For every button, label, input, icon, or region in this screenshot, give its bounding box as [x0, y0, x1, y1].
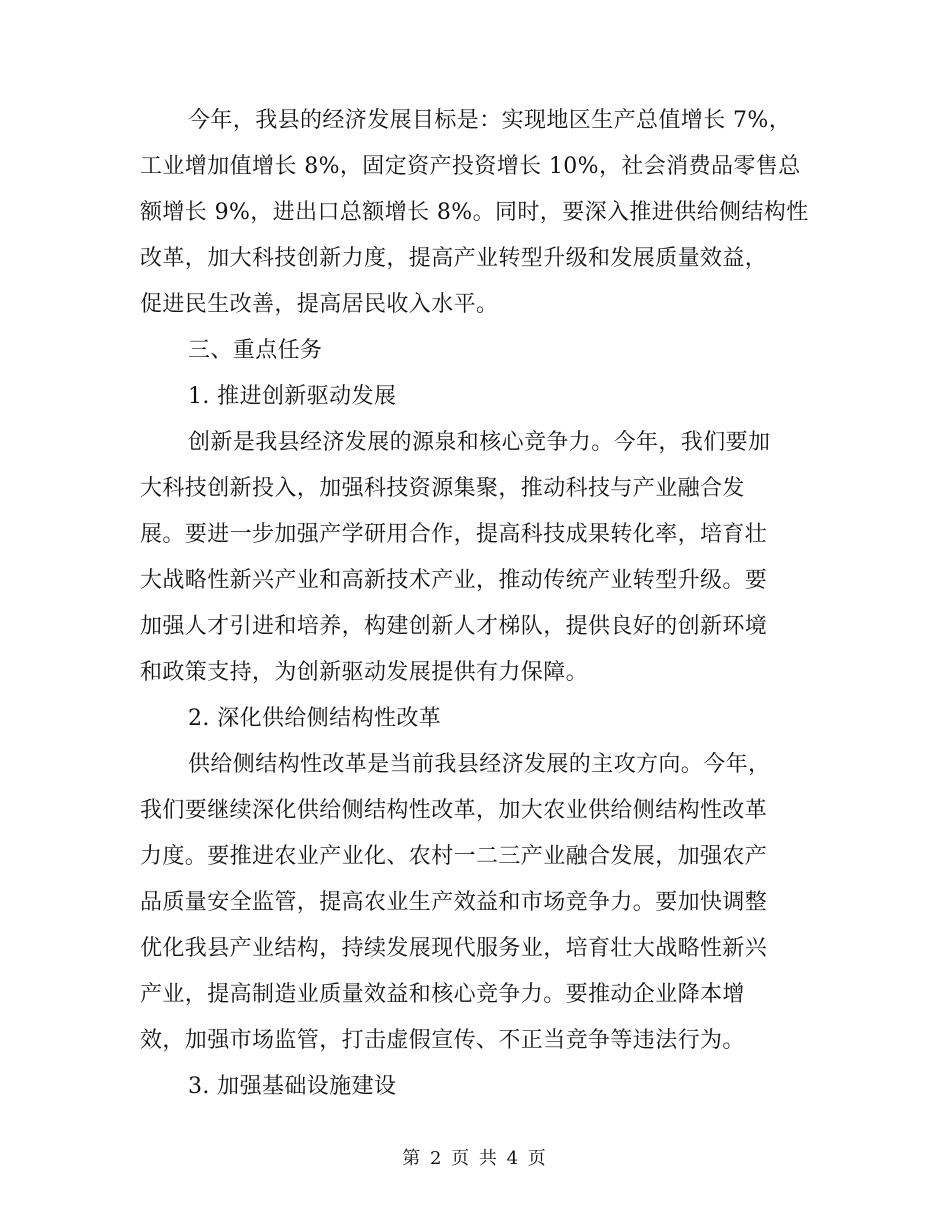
subsection-heading: 2. 深化供给侧结构性改革 [188, 706, 442, 731]
text-line: 大科技创新投入，加强科技资源集聚，推动科技与产业融合发 [140, 476, 745, 501]
text-line: 创新是我县经济发展的源泉和核心竞争力。今年，我们要加 [188, 430, 771, 455]
text-line: 大战略性新兴产业和高新技术产业，推动传统产业转型升级。要 [140, 568, 768, 593]
text-line: 促进民生改善，提高居民收入水平。 [140, 292, 499, 317]
text-line: 今年，我县的经济发展目标是：实现地区生产总值增长 7%， [188, 108, 792, 133]
text-line: 加强人才引进和培养，构建创新人才梯队，提供良好的创新环境 [140, 614, 768, 639]
section-heading: 三、重点任务 [188, 338, 323, 363]
text-line: 工业增加值增长 8%，固定资产投资增长 10%，社会消费品零售总 [140, 154, 801, 179]
text-line: 力度。要推进农业产业化、农村一二三产业融合发展，加强农产 [140, 844, 768, 869]
page-number-footer: 第 2 页 共 4 页 [402, 1148, 548, 1169]
subsection-heading: 1. 推进创新驱动发展 [188, 384, 397, 409]
document-body [140, 98, 812, 1110]
text-line: 效，加强市场监管，打击虚假宣传、不正当竞争等违法行为。 [140, 1028, 745, 1053]
text-line: 和政策支持，为创新驱动发展提供有力保障。 [140, 660, 589, 685]
text-line: 额增长 9%，进出口总额增长 8%。同时，要深入推进供给侧结构性 [140, 200, 809, 225]
text-line: 优化我县产业结构，持续发展现代服务业，培育壮大战略性新兴 [140, 936, 768, 961]
text-line: 供给侧结构性改革是当前我县经济发展的主攻方向。今年， [188, 752, 771, 777]
subsection-heading: 3. 加强基础设施建设 [188, 1074, 397, 1099]
text-line: 改革，加大科技创新力度，提高产业转型升级和发展质量效益， [140, 246, 768, 271]
text-line: 我们要继续深化供给侧结构性改革，加大农业供给侧结构性改革 [140, 798, 768, 823]
text-line: 展。要进一步加强产学研用合作，提高科技成果转化率，培育壮 [140, 522, 768, 547]
text-line: 产业，提高制造业质量效益和核心竞争力。要推动企业降本增 [140, 982, 745, 1007]
text-line: 品质量安全监管，提高农业生产效益和市场竞争力。要加快调整 [140, 890, 768, 915]
